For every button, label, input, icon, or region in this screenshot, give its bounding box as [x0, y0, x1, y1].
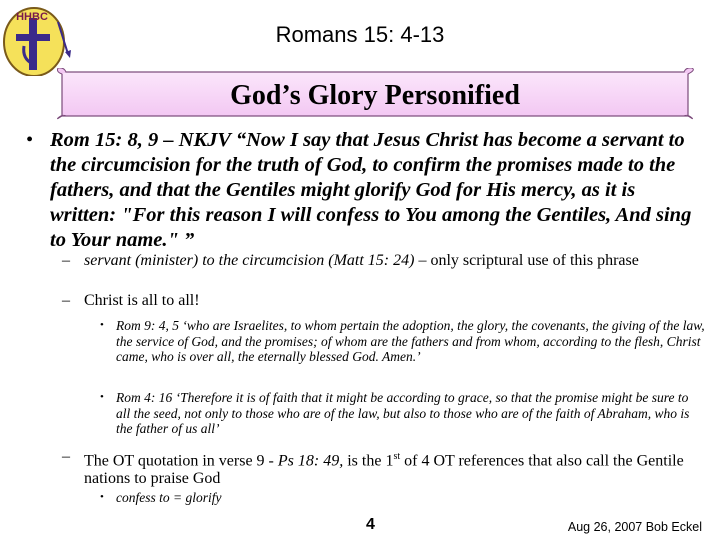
servant-note: – only scriptural use of this phrase — [414, 252, 639, 269]
list-item — [100, 318, 705, 365]
sub-bullet-ot-quotation: – The OT quotation in verse 9 - Ps 18: 49, is the 1st of 4 OT references that also call the Gentile nations to praise God — [62, 448, 684, 488]
slide-title: Romans 15: 4-13 — [275, 22, 445, 47]
banner-title: God’s Glory Personified — [230, 80, 520, 111]
rom-9-quote: Rom 9: 4, 5 ‘who are Israelites, to whom pertain the adoption, the glory, the covenants, the giving of the law, the service of God, and the promises; of whom are the fathers and from whom, according to the flesh, Christ came, who is over all, the eternally blessed God. Amen.’ — [116, 318, 705, 364]
bullet-icon: • — [100, 319, 104, 331]
bullet-prefix: Rom 15: 8, 9 – NKJV — [50, 129, 236, 151]
dash-icon: – — [62, 252, 70, 269]
sub-bullet-christ — [62, 292, 707, 310]
logo-text: HHBC — [16, 11, 48, 23]
sub-bullet-servant — [62, 252, 707, 270]
dash-icon: – — [62, 448, 70, 465]
bullet-icon: • — [26, 129, 34, 151]
confess-note: confess to = glorify — [116, 490, 222, 505]
bullet-icon: • — [100, 491, 104, 503]
servant-phrase: servant (minister) to the circumcision (Matt 15: 24) — [84, 252, 415, 269]
christ-text: Christ is all to all! — [84, 292, 200, 309]
bullet-icon: • — [100, 391, 104, 403]
list-item — [100, 390, 705, 437]
main-bullet — [26, 128, 706, 253]
rom-4-quote: Rom 4: 16 ‘Therefore it is of faith that it might be according to grace, so that the promise might be sure to all the seed, not only to those who are of the law, but also to those who are of the faith of Abraham, who is the father of us all’ — [116, 390, 690, 436]
list-item — [100, 490, 705, 506]
page-number: 4 — [366, 516, 375, 533]
bullet-quote: “Now I say that Jesus Christ has become a servant to the circumcision for the truth of God, to confirm the promises made to the fathers, and that the Gentiles might glorify God for His mercy, as it is written: "For this reason I will confess to You among the Gentiles, And sing to Your name." ” — [50, 129, 692, 251]
footer-date-author: Aug 26, 2007 Bob Eckel — [567, 520, 702, 534]
dash-icon: – — [62, 292, 70, 309]
